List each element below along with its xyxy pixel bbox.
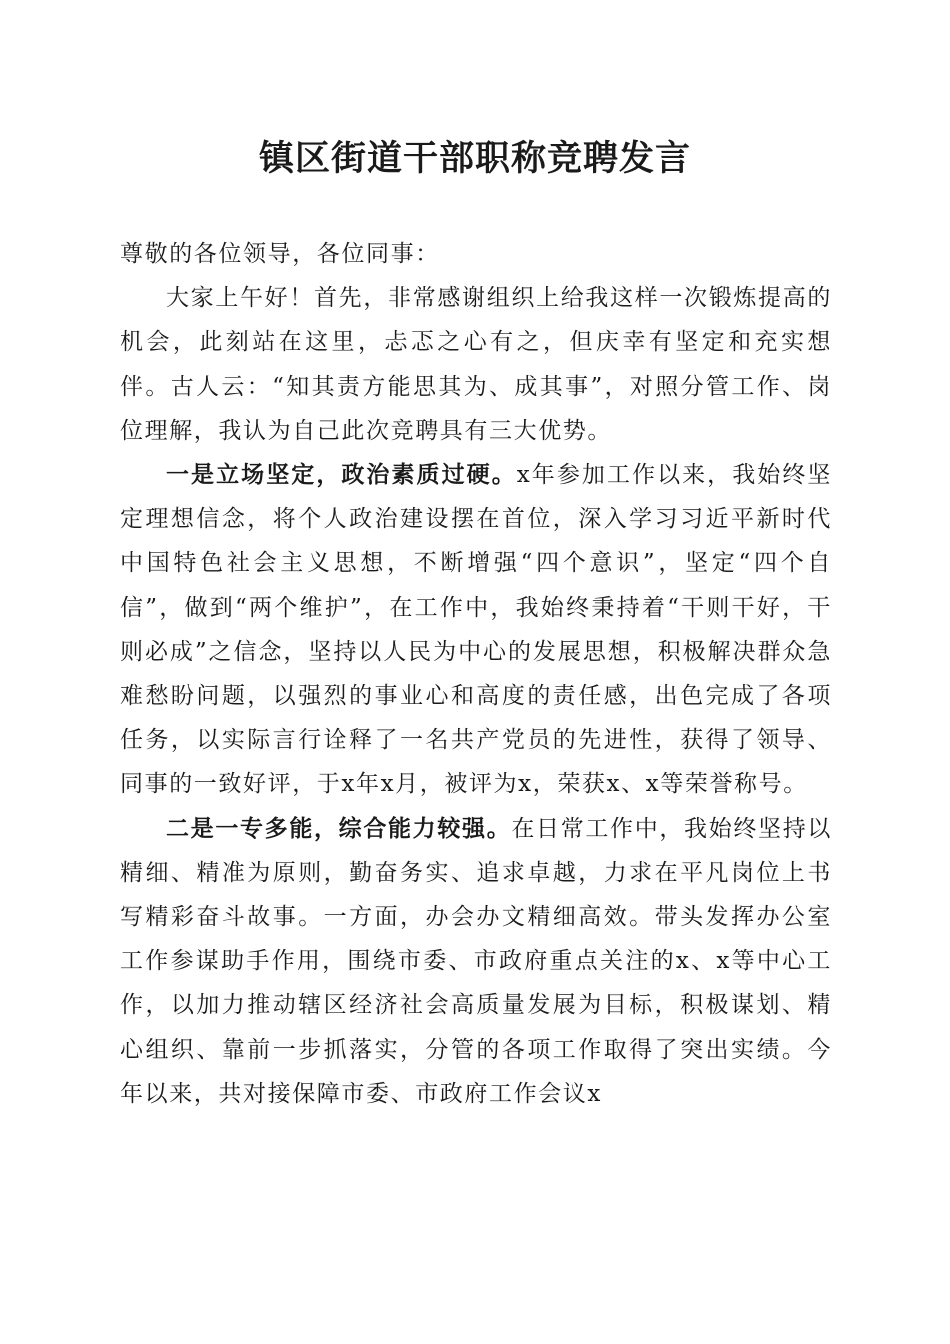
paragraph-opening bbox=[120, 276, 832, 453]
paragraph-advantage-one bbox=[120, 453, 832, 807]
paragraph-text: 在日常工作中，我始终坚持以精细、精准为原则，勤奋务实、追求卓越，力求在平凡岗位上书写精彩奋斗故事。一方面，办会办文精细高效。带头发挥办公室工作参谋助手作用，围绕市委、市政府重点关注的x、x等中心工作，以加力推动辖区经济社会高质量发展为目标，积极谋划、精心组织、靠前一步抓落实，分管的各项工作取得了突出实绩。今年以来，共对接保障市委、市政府工作会议x bbox=[120, 815, 832, 1107]
paragraph-lead-heading: 二是一专多能，综合能力较强。 bbox=[166, 814, 512, 842]
document-body bbox=[120, 232, 832, 1116]
paragraph-lead-heading: 一是立场坚定，政治素质过硬。 bbox=[166, 461, 517, 489]
paragraph-text: x年参加工作以来，我始终坚定理想信念，将个人政治建设摆在首位，深入学习习近平新时代中国特色社会主义思想，不断增强“四个意识”，坚定“四个自信”，做到“两个维护”，在工作中，我始终秉持着“干则干好，干则必成”之信念，坚持以人民为中心的发展思想，积极解决群众急难愁盼问题，以强烈的事业心和高度的责任感，出色完成了各项任务，以实际言行诠释了一名共产党员的先进性，获得了领导、同事的一致好评，于x年x月，被评为x，荣获x、x等荣誉称号。 bbox=[120, 462, 832, 798]
salutation: 尊敬的各位领导，各位同事： bbox=[120, 241, 440, 267]
paragraph-advantage-two bbox=[120, 807, 832, 1116]
paragraph-text: 大家上午好！首先，非常感谢组织上给我这样一次锻炼提高的机会，此刻站在这里，忐忑之心有之，但庆幸有坚定和充实想伴。古人云：“知其责方能思其为、成其事”，对照分管工作、岗位理解，我认为自己此次竞聘具有三大优势。 bbox=[120, 285, 832, 444]
document-title: 镇区街道干部职称竞聘发言 bbox=[258, 138, 691, 179]
